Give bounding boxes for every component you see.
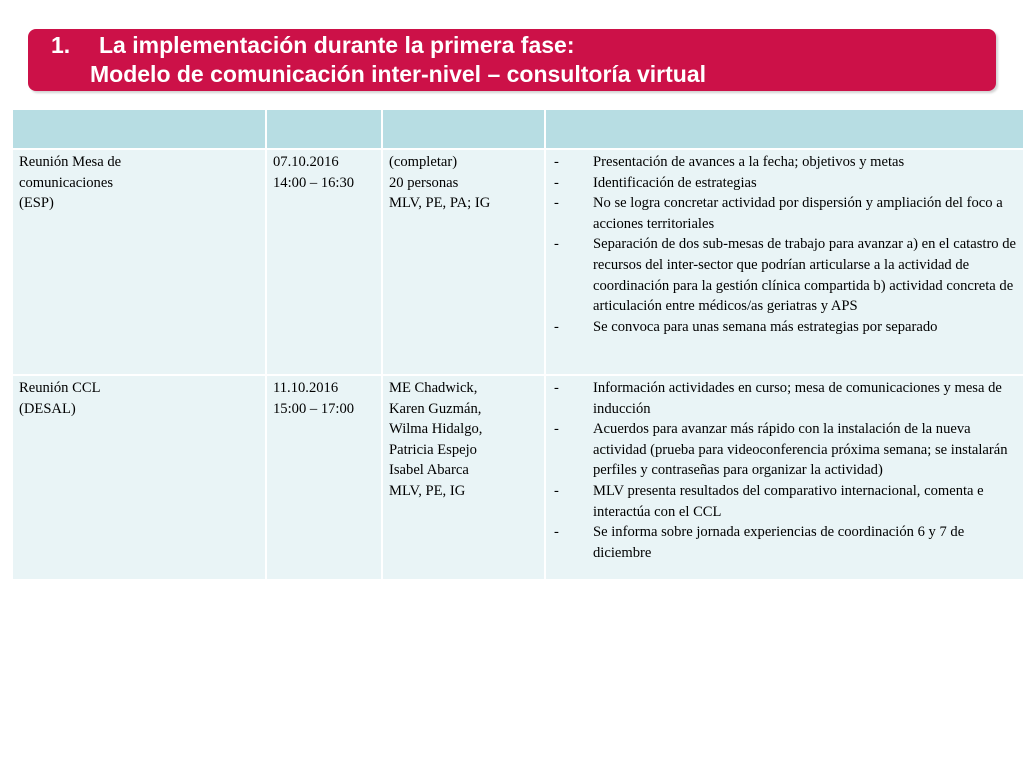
bullet-dash: - bbox=[554, 524, 559, 541]
participant-line: MLV, PE, PA; IG bbox=[389, 195, 491, 212]
list-item bbox=[552, 419, 1018, 481]
bullet-dash: - bbox=[554, 482, 559, 499]
note-text: MLV presenta resultados del comparativo internacional, comenta e interactúa con el CCL bbox=[593, 482, 984, 520]
header-cell-notes bbox=[545, 110, 1024, 149]
meeting-line: comunicaciones bbox=[19, 174, 114, 191]
bullet-dash: - bbox=[554, 195, 559, 212]
participants-cell bbox=[382, 149, 545, 375]
meeting-line: Reunión CCL bbox=[19, 380, 101, 396]
participant-line: (completar) bbox=[389, 154, 458, 170]
meeting-cell bbox=[13, 149, 266, 375]
list-item bbox=[552, 522, 1018, 563]
meeting-line: (DESAL) bbox=[19, 400, 76, 417]
bullet-dash: - bbox=[554, 380, 559, 396]
bullet-dash: - bbox=[554, 154, 559, 170]
participant-line: Isabel Abarca bbox=[389, 462, 469, 479]
meeting-date: 07.10.2016 bbox=[273, 154, 339, 170]
header-cell-meeting bbox=[13, 110, 266, 149]
table-row bbox=[13, 149, 1024, 375]
participant-line: ME Chadwick, bbox=[389, 380, 478, 396]
participants-cell bbox=[382, 375, 545, 580]
list-item bbox=[552, 317, 1018, 338]
header-cell-participants bbox=[382, 110, 545, 149]
list-item bbox=[552, 193, 1018, 234]
meeting-time: 15:00 – 17:00 bbox=[273, 400, 355, 417]
bullet-dash: - bbox=[554, 236, 559, 253]
participant-line: MLV, PE, IG bbox=[389, 482, 466, 499]
datetime-cell bbox=[266, 149, 382, 375]
meeting-time: 14:00 – 16:30 bbox=[273, 174, 355, 191]
note-text: No se logra concretar actividad por dispersión y ampliación del foco a acciones territoriales bbox=[593, 195, 1003, 232]
title-banner bbox=[28, 29, 996, 91]
title-line-1 bbox=[28, 32, 996, 61]
title-subheading: Modelo de comunicación inter-nivel – consultoría virtual bbox=[90, 61, 707, 87]
list-item bbox=[552, 378, 1018, 419]
bullet-dash: - bbox=[554, 174, 559, 191]
list-item bbox=[552, 173, 1018, 194]
note-text: Se convoca para unas semana más estrategias por separado bbox=[593, 318, 938, 335]
notes-cell bbox=[545, 149, 1024, 375]
datetime-cell bbox=[266, 375, 382, 580]
list-item bbox=[552, 234, 1018, 316]
meeting-cell bbox=[13, 375, 266, 580]
notes-cell bbox=[545, 375, 1024, 580]
participant-line: Patricia Espejo bbox=[389, 441, 477, 458]
list-item bbox=[552, 152, 1018, 173]
note-text: Información actividades en curso; mesa de comunicaciones y mesa de inducción bbox=[593, 380, 1002, 417]
title-heading: La implementación durante la primera fase: bbox=[99, 32, 575, 58]
participant-line: Wilma Hidalgo, bbox=[389, 421, 483, 438]
title-number: 1. bbox=[51, 32, 71, 58]
note-text: Separación de dos sub-mesas de trabajo para avanzar a) en el catastro de recursos del inter-sector que podrían articularse a la actividad de coordinación para la gestión clínica compartida b) actividad concreta de articulación entre médicos/as geriatras y APS bbox=[593, 236, 1017, 315]
note-text: Acuerdos para avanzar más rápido con la instalación de la nueva actividad (prueba para videoconferencia próxima semana; se instalarán perfiles y contraseñas para organizar la actividad) bbox=[593, 421, 1008, 479]
header-cell-date bbox=[266, 110, 382, 149]
table-header-row bbox=[13, 110, 1024, 149]
notes-list bbox=[552, 378, 1018, 563]
list-item bbox=[552, 481, 1018, 522]
bullet-dash: - bbox=[554, 318, 559, 335]
meetings-table bbox=[13, 110, 1024, 581]
meeting-line: (ESP) bbox=[19, 195, 54, 212]
bullet-dash: - bbox=[554, 421, 559, 438]
participant-line: Karen Guzmán, bbox=[389, 400, 482, 417]
notes-list bbox=[552, 152, 1018, 337]
note-text: Presentación de avances a la fecha; objetivos y metas bbox=[593, 154, 905, 170]
meeting-line: Reunión Mesa de bbox=[19, 154, 122, 170]
meeting-date: 11.10.2016 bbox=[273, 380, 339, 396]
participant-line: 20 personas bbox=[389, 174, 459, 191]
note-text: Identificación de estrategias bbox=[593, 174, 757, 191]
note-text: Se informa sobre jornada experiencias de coordinación 6 y 7 de diciembre bbox=[593, 524, 965, 561]
table-row bbox=[13, 375, 1024, 580]
